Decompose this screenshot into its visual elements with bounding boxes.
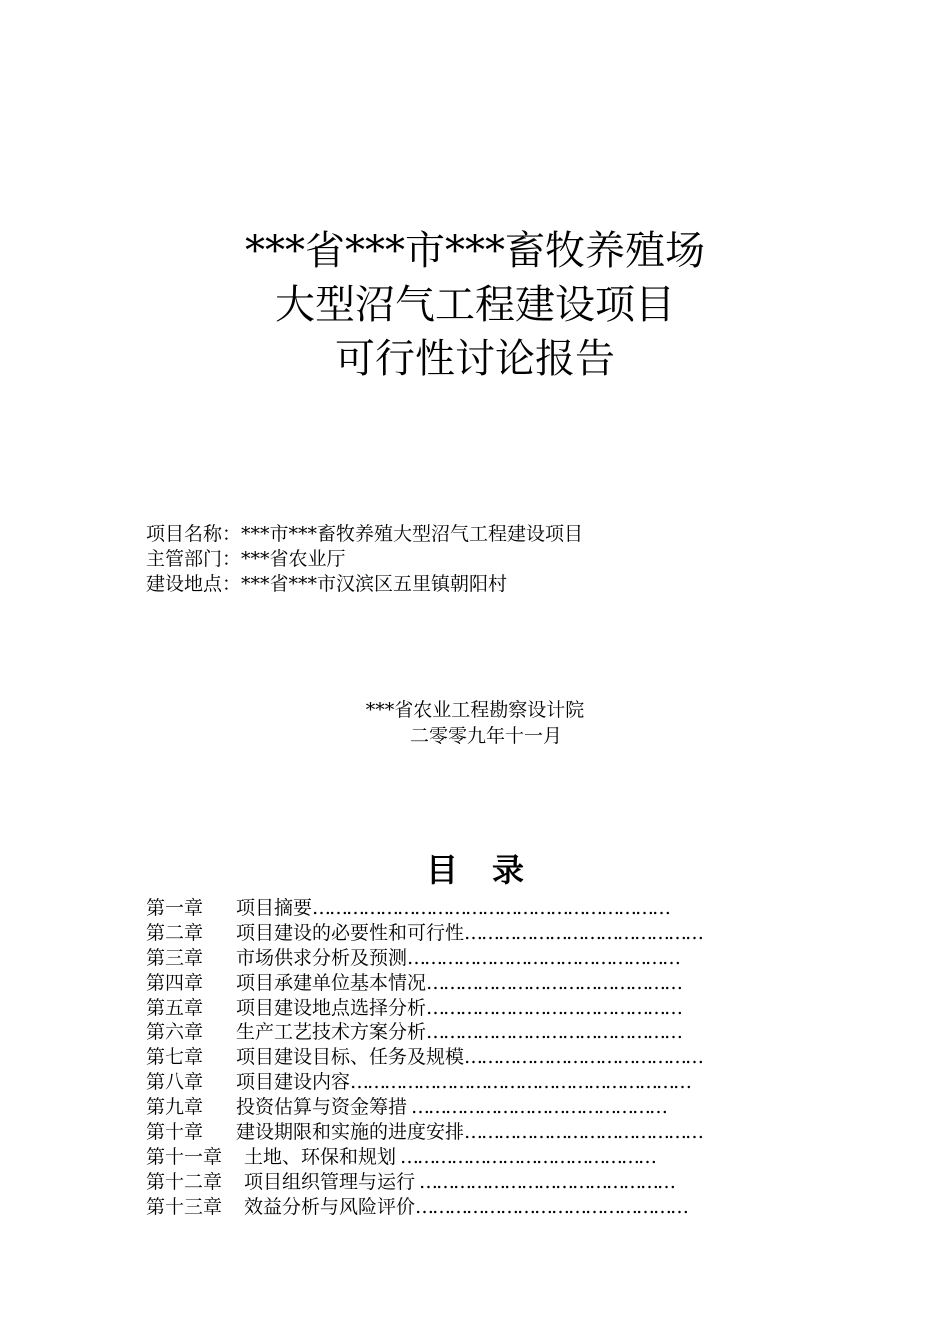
- toc-item[interactable]: [146, 946, 756, 971]
- toc-chapter: 第九章: [146, 1096, 204, 1119]
- title-line-3: 可行性讨论报告: [335, 336, 615, 382]
- toc-chapter: 第十章: [146, 1121, 204, 1144]
- toc-dots: ………………………………………………………: [312, 897, 670, 919]
- toc-title: 建设期限和实施的进度安排: [236, 1121, 465, 1144]
- toc-title: 生产工艺技术方案分析: [236, 1021, 427, 1044]
- organization-name: ***省农业工程勘察设计院: [365, 699, 585, 721]
- toc-title: 项目建设的必要性和可行性: [236, 921, 465, 944]
- organization-block: [0, 697, 950, 749]
- toc-chapter: 第一章: [146, 897, 204, 919]
- toc-chapter: 第四章: [146, 971, 204, 994]
- toc-item[interactable]: [146, 1095, 756, 1120]
- toc-dots: ………………………………………: [396, 1145, 656, 1168]
- location: 建设地点：***省***市汉滨区五里镇朝阳村: [146, 573, 508, 595]
- toc-dots: ……………………………………: [464, 1121, 703, 1144]
- toc-item[interactable]: [146, 1170, 756, 1195]
- department: 主管部门：***省农业厅: [146, 548, 346, 570]
- title-line-1: ***省***市***畜牧养殖场: [245, 228, 705, 274]
- toc-chapter: 第七章: [146, 1046, 204, 1069]
- toc-title: 项目摘要: [236, 897, 313, 919]
- toc-item[interactable]: [146, 971, 756, 996]
- toc-chapter: 第五章: [146, 996, 204, 1019]
- toc-dots: …………………………………………: [415, 1195, 688, 1218]
- toc-chapter: 第八章: [146, 1071, 204, 1094]
- toc-item[interactable]: [146, 921, 756, 946]
- toc-item[interactable]: [146, 1070, 756, 1095]
- toc-dots: ………………………………………: [407, 1096, 667, 1119]
- toc-title: 项目建设地点选择分析: [236, 996, 427, 1019]
- toc-title: 项目组织管理与运行: [244, 1170, 416, 1193]
- toc-dots: ………………………………………: [426, 1021, 682, 1044]
- toc-item[interactable]: [146, 1195, 756, 1220]
- toc-title: 投资估算与资金筹措: [236, 1096, 408, 1119]
- toc-title: 土地、环保和规划: [244, 1145, 397, 1168]
- toc-chapter: 第三章: [146, 946, 204, 969]
- toc-dots: ……………………………………………………: [350, 1071, 691, 1094]
- toc-item[interactable]: [146, 1145, 756, 1170]
- toc-dots: …………………………………………: [407, 946, 680, 969]
- title-line-2: 大型沼气工程建设项目: [275, 282, 675, 328]
- report-date: 二零零九年十一月: [409, 725, 562, 747]
- toc-dots: ………………………………………: [426, 996, 682, 1019]
- toc-item[interactable]: [146, 1020, 756, 1045]
- toc-dots: ………………………………………: [415, 1170, 675, 1193]
- toc-dots: ……………………………………: [464, 1046, 703, 1069]
- toc-title: 项目承建单位基本情况: [236, 971, 427, 994]
- toc-heading: 目录: [425, 851, 558, 889]
- project-info: [146, 522, 866, 597]
- toc-dots: ………………………………………: [426, 971, 682, 994]
- toc-item[interactable]: [146, 1120, 756, 1145]
- toc-chapter: 第十二章: [146, 1170, 223, 1193]
- report-title: [0, 224, 950, 386]
- toc-item[interactable]: [146, 996, 756, 1021]
- toc-item[interactable]: [146, 1045, 756, 1070]
- table-of-contents: [146, 896, 756, 1220]
- toc-title: 市场供求分析及预测: [236, 946, 408, 969]
- toc-title: 效益分析与风险评价: [244, 1195, 416, 1218]
- project-name: 项目名称：***市***畜牧养殖大型沼气工程建设项目: [146, 523, 584, 545]
- toc-dots: ……………………………………: [464, 921, 703, 944]
- toc-chapter: 第六章: [146, 1021, 204, 1044]
- toc-chapter: 第十一章: [146, 1145, 223, 1168]
- toc-item[interactable]: [146, 896, 756, 921]
- toc-chapter: 第十三章: [146, 1195, 223, 1218]
- toc-title: 项目建设内容: [236, 1071, 351, 1094]
- toc-title: 项目建设目标、任务及规模: [236, 1046, 465, 1069]
- toc-chapter: 第二章: [146, 921, 204, 944]
